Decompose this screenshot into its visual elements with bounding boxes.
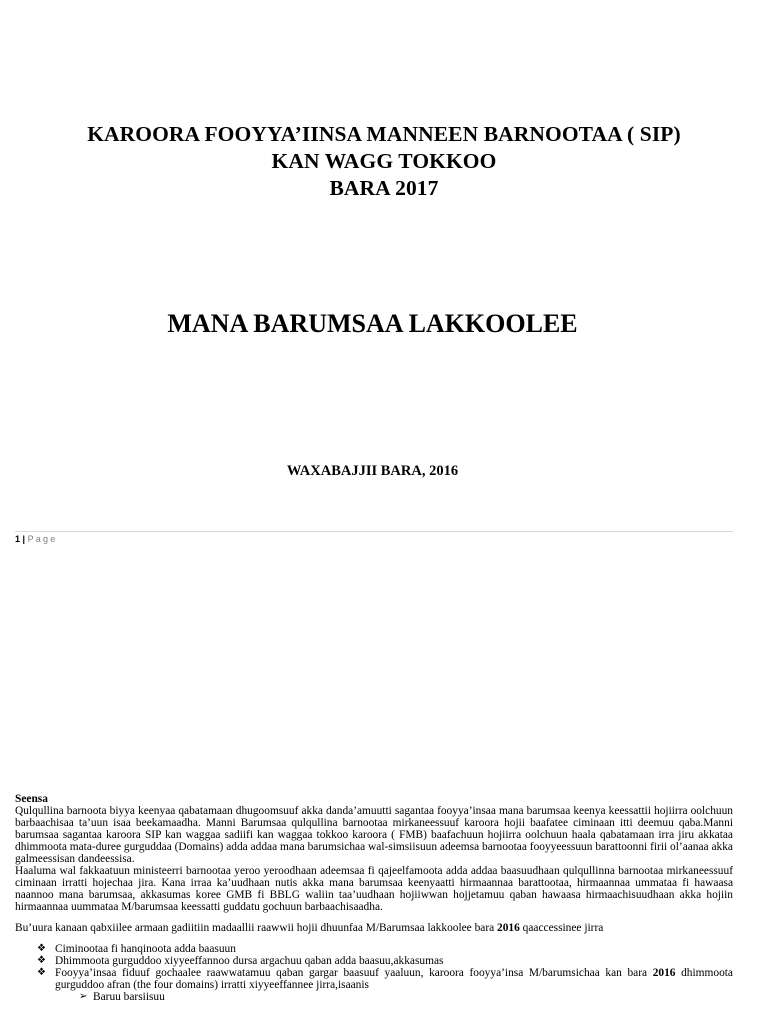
bullet-list [15, 943, 733, 991]
school-name: MANA BARUMSAA LAKKOOLEE [167, 309, 578, 338]
cover-title-line-1: KAROORA FOOYYA’IINSA MANNEEN BARNOOTAA ( SIP) [87, 122, 681, 146]
diamond-bullet-icon: ❖ [37, 967, 46, 978]
page-number: 1 [15, 534, 21, 544]
sub-list-item-text: Baruu barsiisuu [93, 991, 165, 1003]
diamond-bullet-icon: ❖ [37, 955, 46, 966]
introduction-section [15, 793, 733, 1003]
diamond-bullet-icon: ❖ [37, 943, 46, 954]
page-separator: | [22, 534, 26, 544]
cover-date: WAXABAJJII BARA, 2016 [286, 463, 459, 479]
list-item-year: 2016 [652, 967, 676, 979]
list-item-text: Dhimmoota gurguddoo xiyyeeffannoo dursa argachuu qaban adda baasuu,akkasumas [55, 955, 444, 967]
list-item-prefix: Fooyya’insaa fiduuf gochaalee raawwatamuu qaban gargar baasuuf yaaluun, karoora fooyya’insa M/barumsichaa kan bara [55, 967, 653, 979]
arrowhead-bullet-icon: ➢ [79, 991, 88, 1002]
cover-title-line-3: BARA 2017 [329, 176, 439, 200]
list-item [37, 943, 733, 955]
sub-bullet-list [15, 991, 733, 1003]
page-footer [15, 534, 57, 545]
list-item-suffix: dhimmoota gurguddoo afran (the four domains) irratti xiyyeeffannee jirra,isaanis [55, 967, 733, 991]
sub-list-item [79, 991, 733, 1003]
page-break-rule [15, 531, 733, 532]
paragraph-3-suffix: qaaccessinee jirra [519, 922, 604, 934]
section-heading: Seensa [15, 793, 48, 805]
cover-title-line-2: KAN WAGG TOKKOO [271, 149, 497, 173]
paragraph-2: Haaluma wal fakkaatuun ministeerri barnootaa yeroo yeroodhaan adeemsaa fi qajeelfamoota adda addaa baasuudhaan qulqullinna barnootaa mirkaneessuuf ciminaan irratti hojechaa jira. Kana irraa ka’uudhaan nutis akka mana barumsaa keenyaatti hirmaannaa barattootaa, hirmaannaa ummataa fi hawaasa naannoo mana barumsaa, akkasumas koree GMB fi BBLG waliin taa’uudhaan hojiiwwan hojjetamuu qaban hawaasa hirmaachisuudhaan akka hojiin hirmaannaa uummataa M/barumsaa keessatti guddatu gochuun barbaachisaadha. [15, 865, 733, 913]
list-item [37, 967, 733, 991]
paragraph-3 [15, 922, 733, 934]
page-word: Page [27, 534, 58, 544]
paragraph-3-prefix: Bu’uura kanaan qabxiilee armaan gadiitiin madaallii raawwii hojii dhuunfaa M/Barumsaa lakkoolee bara [15, 922, 498, 934]
list-item-text: Ciminootaa fi hanqinoota adda baasuun [55, 943, 236, 955]
paragraph-3-year: 2016 [497, 922, 520, 934]
paragraph-1: Qulqullina barnoota biyya keenyaa qabatamaan dhugoomsuuf akka danda’amuutti sagantaa fooyya’insaa mana barumsaa keenya keessattii hojiirra oolchuun barbaachisaa ta’uun isaa beekamaadha. Manni Barumsaa qulqullina barnootaa mirkaneessuuf karoora hojii baafatee ciminaan itti deemuu qaba.Manni barumsaa sagantaa karoora SIP kan waggaa sadiifi kan waggaa tokkoo karoora ( FMB) baafachuun hojiirra oolchuun haala qabatamaan irra jiru akkataa dhimmoota mata-duree gurguddaa (Domains) adda addaa mana barumsichaa wal-simsiisuun adeemsa barnootaa fooyyeessuun barattoonni firii ol’aanaa akka galmeessisan dandeessisa. [15, 805, 733, 865]
list-item [37, 955, 733, 967]
cover-title [0, 121, 768, 202]
